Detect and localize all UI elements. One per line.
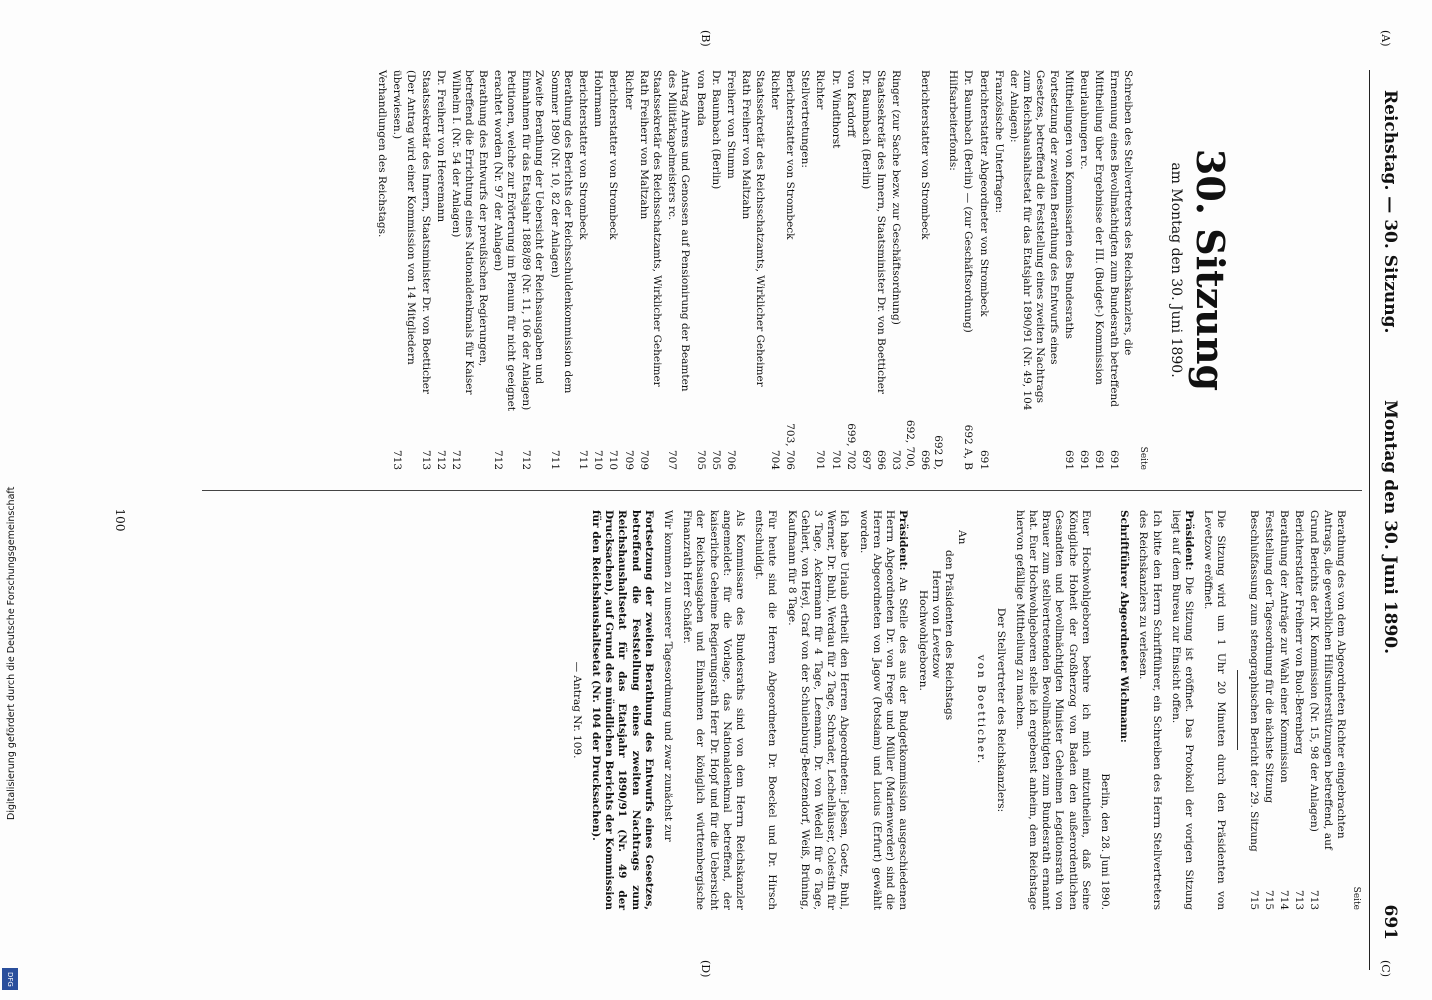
toc-entry-page: 713 [1293,889,1306,910]
toc-entry-page: 714 [1277,889,1290,910]
toc-entry [783,70,796,470]
table-of-contents-continued [1246,510,1346,910]
margin-marker-b: (B) [699,30,712,47]
toc-entry-page: 712 [435,449,448,470]
toc-entry-text: Petitionen, welche zur Erörterung im Plenum für nicht geeignet erachtet worden (Nr. 97 der Anlagen) [491,70,518,412]
toc-entry [519,70,545,470]
column-divider [202,490,1362,491]
toc-entry [768,70,781,470]
toc-entry-text: Beurlaubungen rc. [1077,70,1090,170]
section-rule [1237,670,1238,750]
toc-entry-page: 701 [814,449,827,470]
toc-entry [859,70,872,470]
toc-entry [961,70,974,470]
toc-entry-text: Dr. Windthorst [829,70,842,149]
toc-entry-page: 691 [1093,449,1106,470]
toc-entry [606,70,619,470]
margin-marker-a: (A) [1379,30,1392,47]
toc-entry-text: Berathung des Entwurfs der preußischen Regierungen, betreffend die Errichtung eines Nationaldenkmals für Kaiser Wilhelm I. (Nr. 54 der Anlagen) [450,70,489,395]
seite-label: Seite [1137,446,1148,470]
toc-entry-page: 692, 700, 703 [890,419,916,470]
toc-entry-page: 710 [607,449,620,470]
toc-entry-text: Dr. Baumbach (Berlin) [859,70,872,190]
toc-entry-page: 692 A, B [962,424,975,470]
toc-entry-text: Berichterstatter von Strombeck [607,70,620,240]
toc-entry-page: 691 [1077,449,1090,470]
toc-entry-text: Staatssekretär des Reichsschatzamts, Wirklicher Geheimer Rath Freiherr von Maltzahn [637,70,664,387]
letter-date: Berlin, den 28. Juni 1890. [1098,773,1111,910]
toc-entry-page: 710 [592,449,605,470]
toc-entry-page: 706 [725,449,738,470]
commissioners: Als Kommissare des Bundesraths sind von dem Herrn Reichskanzler angemeldet: für die Vorlage, das Nationaldenkmal betreffend, der kaiserliche Geheime Regierungsrath Herr Dr. Hopf und für die Uebersicht der Reichsausgaben und Einnahmen der königlich württembergische Finanzrath Herr Schäfer. [681,510,747,910]
toc-entry-page: 712 [520,449,533,470]
toc-entry-text: Berathung des Berichts der Reichsschuldenkommission dem Sommer 1890 (Nr. 10, 82 der Anlagen) [548,70,574,394]
toc-entry-page: 705 [709,449,722,470]
toc-entry-text: Hohrmann [592,70,605,128]
header-page-number: 691 [1380,904,1400,940]
motion-number: — Antrag Nr. 109. [570,661,583,759]
toc-entry [491,70,517,470]
toc-entry-text: Dr. Freiherr von Heeremann [435,70,448,223]
toc-entry-text: Feststellung der Tagesordnung für die nächste Sitzung [1262,510,1275,804]
leave-granted: Ich habe Urlaub ertheilt den Herren Abgeordneten: Jebsen, Goetz, Buhl, Werner, Dr. Buhl, Werdau für 2 Tage, Schrader, Lechelhäuser, Colestin für 3 Tage, Ackermann für 4 Tage, Leemann, Dr. von Wedell für 6 Tage, Gehlert, von Heyl, Graf von der Schulenburg-Beetzendorf, Weiß, Brüning, Kaufmann für 8 Tage. [785,510,851,910]
toc-entry [591,70,604,470]
toc-entry-page: 713 [419,449,432,470]
toc-entry [449,70,489,470]
digitization-credit: Digitalisierung gefördert durch die Deutsche Forschungsgemeinschaft [6,486,17,820]
speaker-label: Präsident: [897,510,910,571]
secretary-label: Schriftführer Abgeordneter Wichmann: [1118,510,1131,743]
toc-entry-text: von Kardorff [844,70,857,137]
toc-entry [724,70,737,470]
session-date: am Montag den 30. Juni 1890. [1168,162,1184,378]
header-left: Reichstag. — 30. Sitzung. [1380,90,1400,334]
toc-entry-text: Richter [768,70,781,110]
toc-entry [665,70,691,470]
toc-entry [1307,510,1347,910]
toc-entry [576,70,589,470]
toc-entry-page: 713 [391,449,404,470]
toc-entry-text: Berichterstatter Abgeordneter von Strombeck [977,70,990,317]
toc-entry-page: 709 [622,449,635,470]
toc-entry [739,70,765,470]
toc-entry-page: 711 [548,449,561,470]
toc-entry [1062,70,1075,470]
toc-entry [1277,510,1290,910]
signature-name: von Boetticher. [975,654,988,766]
toc-entry [375,70,388,470]
toc-entry [946,70,959,470]
toc-entry-page: 707 [666,449,679,470]
toc-entry-page: 696 [875,449,888,470]
address-line: Herrn von Levetzow [929,570,942,679]
toc-entry [637,70,663,470]
president-request: Ich bitte den Herrn Schriftführer, ein Schreiben des Herrn Stellvertreters des Reichskanzlers zu verlesen. [1137,510,1163,910]
left-column [373,70,1362,470]
toc-entry [918,70,944,470]
toc-entry-text: Beschlußfassung zum stenographischen Bericht der 29. Sitzung [1247,510,1260,852]
toc-entry-page: 705 [694,449,707,470]
toc-entry-text: Berathung der Anträge zur Wahl einer Kommission [1277,510,1290,783]
toc-entry-text: Mittheilung über Ergebnisse der III. (Budget-) Kommission [1093,70,1106,385]
statement-text: Die Sitzung ist eröffnet. Das Protokoll der vorigen Sitzung liegt auf dem Bureau zur Einsicht offen. [1169,510,1195,910]
toc-entry [390,70,416,470]
toc-entry [1107,70,1133,470]
toc-entry-text: (Der Antrag wird einer Kommission von 14 Mitgliedern überwiesen.) [391,70,417,365]
toc-entry-text: von Benda [694,70,707,127]
toc-entry [1262,510,1275,910]
address-line: den Präsidenten des Reichstags [942,550,955,721]
margin-marker-c: (C) [1379,960,1392,977]
toc-entry-page: 691 [1108,449,1121,470]
opening-text: Die Sitzung wird um 1 Uhr 20 Minuten durch den Präsidenten von Levetzow eröffnet. [1202,510,1228,910]
toc-entry [1007,70,1060,470]
toc-entry-page: 712 [491,449,504,470]
toc-entry-text: Dr. Baumbach (Berlin) [709,70,722,190]
toc-entry-text: Berichterstatter von Strombeck [918,70,931,240]
right-column [564,510,1362,910]
speaker-label: Präsident: [1182,510,1195,571]
toc-entry [874,70,887,470]
toc-entry-text: Dr. Baumbach (Berlin) — (zur Geschäftsordnung) [962,70,975,333]
toc-entry [1246,510,1259,910]
toc-entry-text: Stellvertretungen: [799,70,812,168]
toc-entry [992,70,1005,470]
toc-entry-text: Hilfsarbeiterfonds: [947,70,960,171]
toc-entry-page: 703, 706 [783,423,796,470]
toc-entry-text: Verhandlungen des Reichstags. [376,70,389,238]
toc-entry [419,70,432,470]
toc-entry-page: 715 [1262,889,1275,910]
toc-entry-text: Freiherr von Stumm [725,70,738,179]
toc-entry [709,70,722,470]
toc-entry-page: 691 [1062,449,1075,470]
toc-entry-page: 697 [859,449,872,470]
agenda-intro: Wir kommen zu unserer Tagesordnung und zwar zunächst zur [662,510,675,842]
statement-text: An Stelle des aus der Budgetkommission ausgeschiedenen Herrn Abgeordneten Dr. von Frege und Müller (Marienwerder) sind die Herren Abgeordneten von Jagow (Potsdam) und Lucius (Erfurt) gewählt worden. [857,510,910,910]
letter-body: Euer Hochwohlgeboren beehre ich mich mitzutheilen, daß Seine Königliche Hoheit der Großherzog von Baden den außerordentlichen Gesandten und bevollmächtigten Minister Geheimen Legationsrath von Brauer zum stellvertretenden Bevollmächtigten zum Bundesrath ernannt hat. Euer Hochwohlgeboren stelle ich ergebenst anheim, dem Reichstage hiervon gefällige Mittheilung zu machen. [1013,510,1092,910]
signature-title: Der Stellvertreter des Reichskanzlers: [994,607,1007,813]
toc-entry [1077,70,1090,470]
excused-members: Für heute sind die Herren Abgeordneten Dr. Boeckel und Dr. Hirsch entschuldigt. [753,510,779,910]
toc-entry-text: Berichterstatter Freiherr von Buol-Berenberg [1293,510,1306,755]
toc-entry [844,70,857,470]
address-line: Hochwohlgeboren. [916,590,929,691]
toc-entry-page: 691 [977,449,990,470]
margin-marker-d: (D) [699,960,712,978]
header-center: Montag den 30. Juni 1890. [1380,400,1400,655]
table-of-contents [375,70,1134,470]
toc-entry-text: Ringer (zur Sache bezw. zur Geschäftsordnung) [890,70,903,325]
footer-page-number: 100 [113,508,127,532]
page-content [0,30,1432,978]
toc-entry-page: 701 [829,449,842,470]
agenda-item: Fortsetzung der zweiten Berathung des Entwurfs eines Gesetzes, betreffend die Feststellung eines zweiten Nachtrags zum Reichshaushaltsetat für das Etatsjahr 1890/91 (Nr. 49 der Drucksachen), auf Grund des mündlichen Berichts der Kommission für den Reichshaushaltsetat (Nr. 104 der Drucksachen). [590,510,655,910]
toc-entry-page: 713 [1308,889,1321,910]
header-rule [1369,70,1370,970]
toc-entry [976,70,989,470]
toc-entry-text: Antrag Ahrens und Genossen auf Pensionirung der Beamten des Militärkapelmeisters rc. [666,70,692,392]
toc-entry-text: Mittheilungen von Kommissarien des Bundesraths [1062,70,1075,339]
toc-entry-text: Französische Unterfragen: [992,70,1005,213]
toc-entry-text: Richter [814,70,827,110]
toc-entry-text: Richter [622,70,635,110]
toc-entry-page: 709 [637,449,650,470]
toc-entry-text: Fortsetzung der zweiten Berathung des Entwurfs eines Gesetzes, betreffend die Feststellung eines zweiten Nachtrags zum Reichshaushaltsetat für das Etatsjahr 1890/91 (Nr. 49, 104 der Anlagen): [1007,70,1060,411]
toc-entry-page: 699, 702 [844,423,857,470]
toc-entry [813,70,826,470]
toc-entry-page: 704 [768,449,781,470]
toc-entry-text: Berathung des von dem Abgeordneten Richter eingebrachten Antrags, die gewerblichen Hilfsunterstützungen betreffend, auf Grund Berichts der IX. Kommission (Nr. 15, 98 der Anlagen) [1308,510,1347,850]
toc-entry [547,70,573,470]
toc-entry [889,70,915,470]
dfg-logo: DFG [2,968,18,990]
letter-address [915,530,968,910]
toc-entry [798,70,811,470]
toc-entry-page: 692 D, 696 [918,435,944,470]
toc-entry-text: Staatssekretär des Innern, Staatsminister Dr. von Boetticher [875,70,888,394]
toc-entry-text: Staatssekretär des Reichsschatzamts, Wirklicher Geheimer Rath Freiherr von Maltzahn [740,70,766,387]
toc-entry-text: Berichterstatter von Strombeck [783,70,796,240]
toc-entry-page: 715 [1247,889,1260,910]
toc-entry [1092,70,1105,470]
toc-entry [434,70,447,470]
president-statement-2 [857,510,910,910]
toc-entry-text: Berichterstatter von Strombeck [577,70,590,240]
toc-entry [694,70,707,470]
seite-label-right: Seite [1351,886,1361,910]
toc-entry [1292,510,1305,910]
running-header [1374,70,1404,970]
toc-entry [621,70,634,470]
toc-entry-text: Staatssekretär des Innern, Staatsminister Dr. von Boetticher [419,70,432,394]
toc-entry [828,70,841,470]
session-title: 30. Sitzung [1188,148,1233,392]
toc-entry-text: Zweite Berathung der Uebersicht der Reichsausgaben und Einnahmen für das Etatsjahr 1888/89 (Nr. 11, 106 der Anlagen) [520,70,546,411]
toc-entry-page: 712 [450,449,463,470]
president-statement-1 [1169,510,1195,910]
toc-entry-page: 711 [577,449,590,470]
address-line: An [956,530,969,545]
toc-entry-text: Schreiben des Stellvertreters des Reichskanzlers, die Ernennung eines Bevollmächtigten zum Bundesrath betreffend [1108,70,1134,407]
